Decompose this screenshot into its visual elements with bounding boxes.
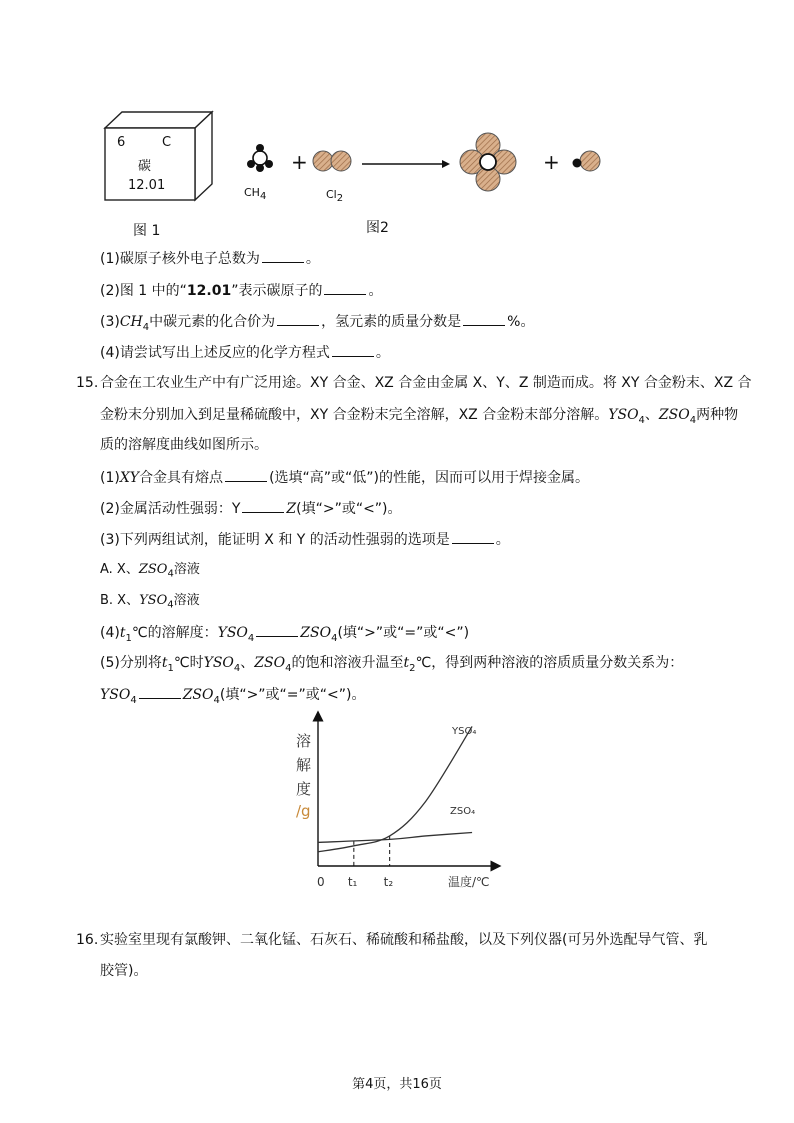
q16-line1: 实验室里现有氯酸钾、二氧化锰、石灰石、稀硫酸和稀盐酸，以及下列仪器(可另外选配导气管、乳	[100, 932, 708, 948]
q15-part1: (1)XY合金具有熔点 (选填“高”或“低”)的性能，因而可以用于焊接金属。	[100, 467, 589, 488]
page-number: 4	[365, 1077, 374, 1092]
element-mass: 12.01	[128, 178, 166, 193]
page-total: 16	[412, 1077, 429, 1092]
answer-blank[interactable]	[225, 467, 267, 482]
figure1-caption: 图 1	[133, 223, 161, 239]
answer-blank[interactable]	[262, 248, 304, 263]
q15-part4: $(4)t_1℃$的溶解度：$YSO_4$ $ZSO_4$(填“>”或“=”或“<”)	[100, 622, 469, 649]
x-tick-t2: t₂	[383, 875, 394, 889]
product-molecule-2	[573, 151, 601, 171]
x-tick-t1: t₁	[347, 875, 358, 889]
yso4-curve	[318, 726, 472, 851]
q15-option-a[interactable]: A. X、$ZSO_4$溶液	[100, 562, 200, 580]
chlorine-molecule	[313, 151, 351, 171]
yso4-series-label: YSO₄	[452, 726, 477, 737]
answer-blank[interactable]	[332, 342, 374, 357]
answer-blank[interactable]	[324, 280, 366, 295]
ch4-label: $CH_4$	[244, 186, 267, 203]
answer-blank[interactable]	[277, 311, 319, 326]
q15-part2: (2)金属活动性强弱：Y Z(填“>”或“<”)。	[100, 498, 402, 519]
origin-label: 0	[317, 875, 325, 889]
answer-blank[interactable]	[242, 498, 284, 513]
element-symbol: C	[162, 135, 172, 150]
answer-blank[interactable]	[256, 622, 298, 637]
answer-blank[interactable]	[452, 529, 494, 544]
y-axis-label-1: 溶	[296, 732, 312, 750]
q15-stem-line3: 质的溶解度曲线如图所示。	[100, 437, 268, 453]
cl2-label: $Cl_2$	[326, 188, 344, 205]
y-axis-label-4: /g	[296, 802, 311, 820]
element-atomic-number: 6	[117, 135, 126, 150]
methane-molecule	[247, 144, 273, 172]
q15-stem-line2: 金粉末分别加入到足量稀硫酸中，XY 合金粉末完全溶解，XZ 合金粉末部分溶解。$YSO_4$、$ZSO_4$两种物	[100, 407, 739, 426]
q16-number: 16.	[76, 932, 99, 948]
zso4-series-label: ZSO₄	[450, 806, 476, 817]
q16-line2: 胶管)。	[100, 963, 148, 979]
q14-part4: (4)请尝试写出上述反应的化学方程式 。	[100, 342, 390, 363]
plus-sign-1: +	[291, 150, 308, 174]
product-molecule-1	[460, 133, 516, 191]
q15-option-b[interactable]: B. X、$YSO_4$溶液	[100, 593, 200, 611]
q15-part3: (3)下列两组试剂，能证明 X 和 Y 的活动性强弱的选项是 。	[100, 529, 510, 550]
q14-part1: (1)碳原子核外电子总数为 。	[100, 248, 320, 269]
plus-sign-2: +	[543, 150, 560, 174]
page-footer: 第4页，共16页	[352, 1077, 442, 1092]
q15-stem-line1: 合金在工农业生产中有广泛用途。XY 合金、XZ 合金由金属 X、Y、Z 制造而成。将 XY 合金粉末、XZ 合	[100, 375, 752, 391]
answer-blank[interactable]	[139, 684, 181, 699]
q15-part5: (5)分别将$t_1℃$时$YSO_4$、$ZSO_4$的饱和溶液升温至$t_2℃$，得到两种溶液的溶质质量分数关系为：	[100, 655, 684, 674]
solubility-chart	[280, 710, 510, 900]
element-name: 碳	[138, 159, 152, 174]
q15-part5-answer: $YSO_4$ $ZSO_4$(填“>”或“=”或“<”)。	[100, 684, 366, 711]
q15-number: 15.	[76, 375, 99, 391]
x-axis-label: 温度/℃	[448, 875, 490, 889]
y-axis-label-2: 解	[296, 756, 312, 774]
zso4-curve	[318, 833, 472, 843]
figure2-caption: 图2	[366, 220, 389, 236]
q14-part3: $(3)CH_4$中碳元素的化合价为 ，氢元素的质量分数是 %。	[100, 311, 534, 338]
y-axis-label-3: 度	[296, 780, 312, 798]
q14-part2: (2)图 1 中的“12.01”表示碳原子的 。	[100, 280, 382, 301]
answer-blank[interactable]	[463, 311, 505, 326]
